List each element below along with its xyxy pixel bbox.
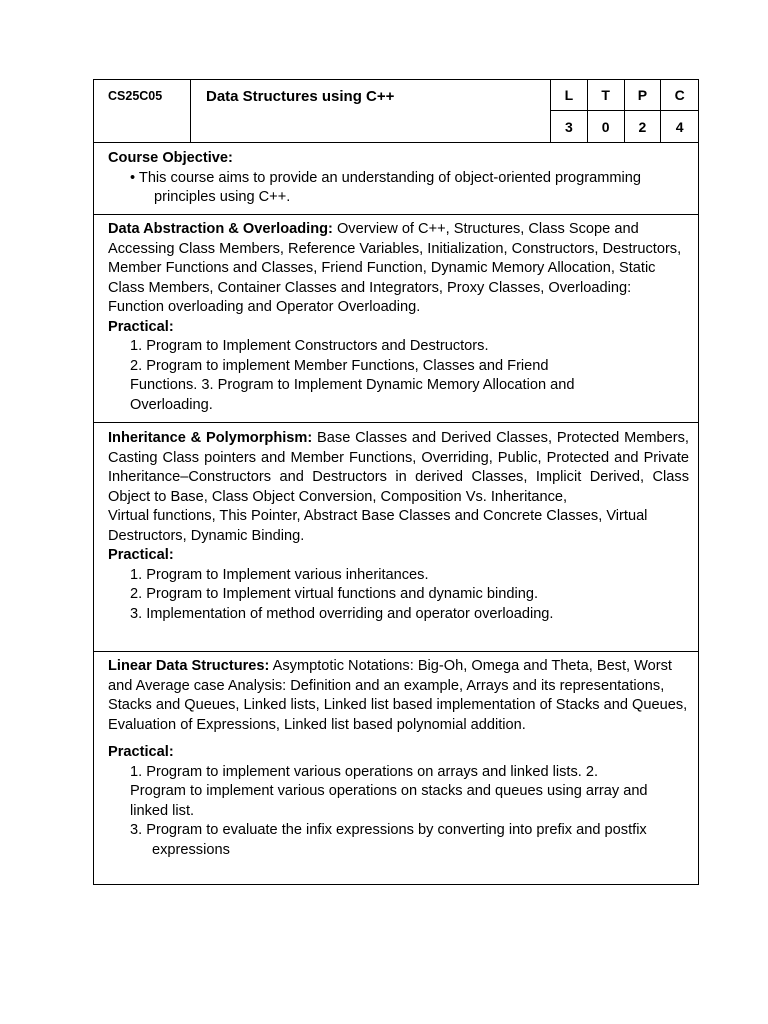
credit-value-c: 4: [675, 118, 684, 135]
unit1-heading: Data Abstraction & Overloading:: [108, 221, 333, 237]
unit3-practical-1b: Program to implement various operations on stacks and queues using array and: [130, 783, 648, 799]
unit2-practical-1: 1. Program to Implement various inheritances.: [130, 566, 429, 583]
unit2-body: Base Classes and Derived Classes, Protected Members, Casting Class pointers and Member Functions, Overriding, Public, Protected and Private Inheritance–Constructors and Destructors in derived Classes, Implicit Derived, Class Object to Base, Class Object Conversion, Composition Vs. Inheritance,: [108, 430, 689, 505]
unit3-body: Asymptotic Notations: Big-Oh, Omega and Theta, Best, Worst and Average case Analysis: Definition and an example, Arrays and its representations, Stacks and Queues, Linked lists, Linked list based implementation of Stacks and Queues, Evaluation of Expressions, Linked list based polynomial addition.: [108, 658, 688, 733]
unit3-practical-1c: linked list.: [130, 802, 195, 819]
unit3-practical-heading: Practical:: [108, 744, 174, 760]
unit1-practical-2c: Overloading.: [130, 396, 213, 413]
unit2-practical-heading: Practical:: [108, 547, 174, 563]
unit3-paragraph: [108, 657, 689, 735]
unit1-body: Overview of C++, Structures, Class Scope and Accessing Class Members, Reference Variables, Initialization, Constructors, Destructors, Member Functions and Classes, Friend Function, Dynamic Memory Allocation, Static Class Members, Container Classes and Integrators, Proxy Classes, Overloading: Function overloading and Operator Overloading.: [108, 221, 682, 315]
credit-label-c: C: [661, 80, 698, 111]
objective-heading: Course Objective:: [108, 150, 233, 166]
course-header: [94, 80, 698, 143]
unit2-practical-2: 2. Program to Implement virtual functions and dynamic binding.: [130, 586, 539, 602]
unit1-practical-2a: 2. Program to implement Member Functions, Classes and Friend: [130, 357, 549, 374]
unit3-practical-3b: expressions: [152, 841, 230, 858]
unit-data-abstraction: [94, 215, 698, 423]
unit1-practical-1: 1. Program to Implement Constructors and Destructors.: [130, 338, 489, 354]
course-objective-section: [94, 143, 698, 215]
objective-line-2: principles using C++.: [154, 189, 291, 205]
credit-label-p: P: [625, 80, 662, 111]
unit3-heading: Linear Data Structures:: [108, 658, 270, 674]
course-title: Data Structures using C++: [191, 80, 551, 142]
credit-label-l: L: [551, 80, 588, 111]
unit-linear-data-structures: [94, 652, 698, 884]
unit3-practical-list: [108, 763, 689, 861]
unit1-paragraph: [108, 220, 689, 318]
unit1-practical-heading: Practical:: [108, 318, 174, 335]
syllabus-table: [93, 79, 699, 885]
credits-grid: [551, 80, 698, 142]
unit2-heading: Inheritance & Polymorphism:: [108, 430, 313, 446]
credit-value-l: 3: [551, 111, 588, 142]
unit1-practical-list: [108, 337, 689, 415]
objective-bullet: [108, 169, 689, 208]
unit3-practical-1a: 1. Program to implement various operations on arrays and linked lists. 2.: [130, 763, 599, 780]
credit-value-p: 2: [625, 111, 662, 142]
unit2-paragraph: [108, 429, 689, 507]
unit2-practical-3: 3. Implementation of method overriding and operator overloading.: [130, 605, 554, 622]
unit2-practical-list: [108, 566, 689, 625]
objective-line-1: • This course aims to provide an understanding of object-oriented programming: [130, 169, 642, 186]
unit2-paragraph-2: Virtual functions, This Pointer, Abstract Base Classes and Concrete Classes, Virtual Destructors, Dynamic Binding.: [108, 508, 648, 544]
credit-value-t: 0: [588, 111, 625, 142]
unit3-practical-3a: 3. Program to evaluate the infix expressions by converting into prefix and postfix: [130, 822, 647, 838]
unit1-practical-2b: Functions. 3. Program to Implement Dynamic Memory Allocation and: [130, 377, 575, 393]
unit-inheritance-polymorphism: [94, 423, 698, 652]
course-code: CS25C05: [94, 80, 191, 142]
credit-label-t: T: [588, 80, 625, 111]
